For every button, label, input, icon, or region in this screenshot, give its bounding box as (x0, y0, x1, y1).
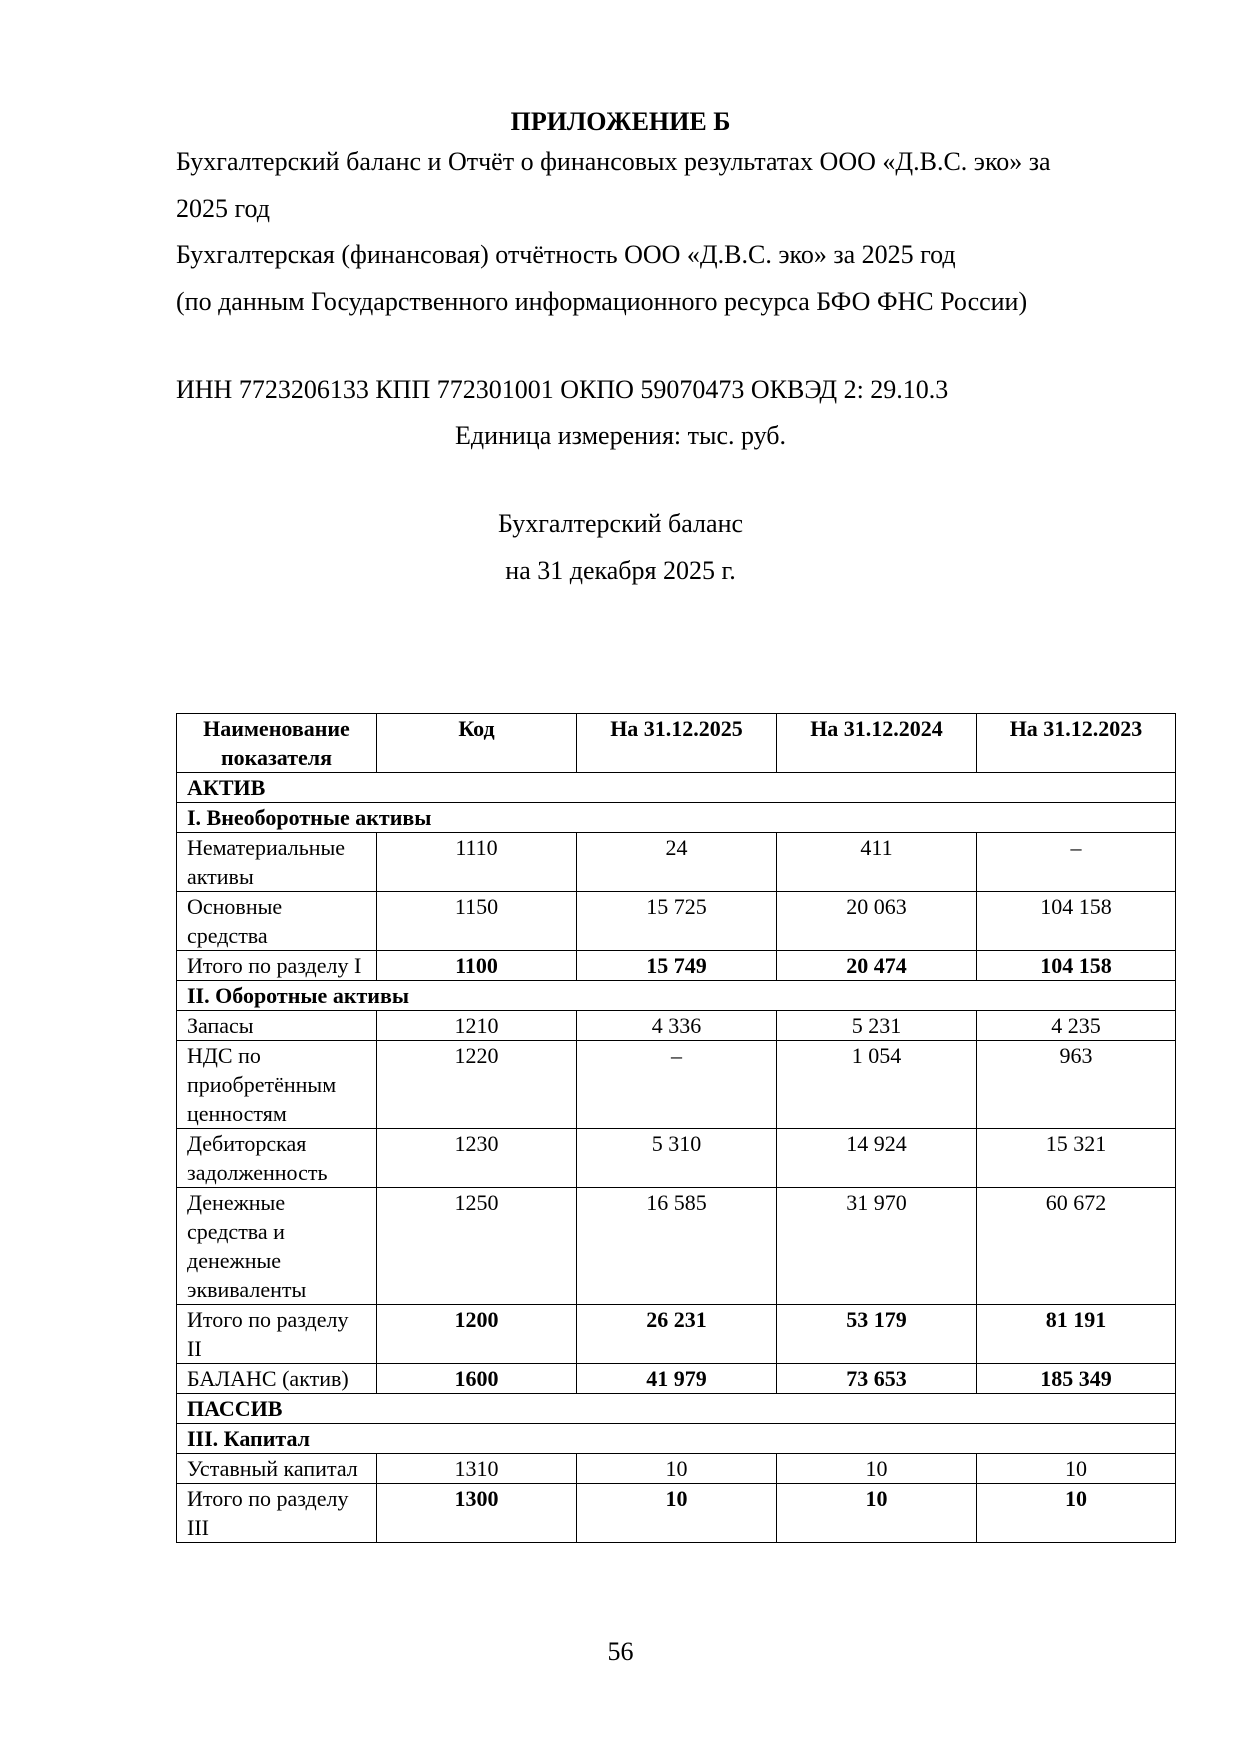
row-code: 1100 (377, 951, 577, 981)
section-label: I. Внеоборотные активы (177, 803, 1176, 833)
row-value-2025: 15 749 (577, 951, 777, 981)
row-value-2025: – (577, 1041, 777, 1129)
section-label: III. Капитал (177, 1424, 1176, 1454)
balance-title: Бухгалтерский баланс (497, 509, 744, 538)
row-value-2023: 185 349 (977, 1364, 1176, 1394)
row-code: 1230 (377, 1129, 577, 1188)
source-line: (по данным Государственного информационного ресурса БФО ФНС России) (176, 287, 1028, 316)
table-header-row (177, 714, 1176, 773)
row-value-2024: 73 653 (777, 1364, 977, 1394)
ids-line: ИНН 7723206133 КПП 772301001 ОКПО 59070473 ОКВЭД 2: 29.10.3 (176, 375, 949, 404)
row-value-2023: 104 158 (977, 892, 1176, 951)
row-code: 1600 (377, 1364, 577, 1394)
row-value-2024: 53 179 (777, 1305, 977, 1364)
table-section-row (177, 803, 1176, 833)
row-code: 1150 (377, 892, 577, 951)
table-section-row (177, 773, 1176, 803)
row-value-2023: 10 (977, 1484, 1176, 1543)
unit-line: Единица измерения: тыс. руб. (454, 421, 787, 450)
row-value-2024: 20 063 (777, 892, 977, 951)
row-value-2023: 10 (977, 1454, 1176, 1484)
section-label: АКТИВ (177, 773, 1176, 803)
table-total-row (177, 1364, 1176, 1394)
appendix-title: ПРИЛОЖЕНИЕ Б (510, 107, 731, 136)
table-row (177, 1041, 1176, 1129)
row-value-2024: 31 970 (777, 1188, 977, 1305)
row-name: НДС по приобретённым ценностям (177, 1041, 377, 1129)
row-code: 1210 (377, 1011, 577, 1041)
row-code: 1110 (377, 833, 577, 892)
table-row (177, 833, 1176, 892)
row-name: БАЛАНС (актив) (177, 1364, 377, 1394)
row-value-2025: 10 (577, 1454, 777, 1484)
header-name: Наименование показателя (177, 714, 377, 773)
row-name: Нематериальные активы (177, 833, 377, 892)
table-section-row (177, 981, 1176, 1011)
table-body (177, 773, 1176, 1543)
row-code: 1300 (377, 1484, 577, 1543)
row-value-2024: 14 924 (777, 1129, 977, 1188)
row-value-2024: 5 231 (777, 1011, 977, 1041)
header-2025: На 31.12.2025 (577, 714, 777, 773)
table-total-row (177, 1484, 1176, 1543)
table-row (177, 892, 1176, 951)
row-value-2025: 24 (577, 833, 777, 892)
row-value-2025: 4 336 (577, 1011, 777, 1041)
row-name: Итого по разделу III (177, 1484, 377, 1543)
row-value-2025: 5 310 (577, 1129, 777, 1188)
row-value-2025: 15 725 (577, 892, 777, 951)
row-value-2024: 10 (777, 1484, 977, 1543)
row-name: Итого по разделу I (177, 951, 377, 981)
row-value-2025: 41 979 (577, 1364, 777, 1394)
balance-date: на 31 декабря 2025 г. (505, 556, 736, 585)
header-2024: На 31.12.2024 (777, 714, 977, 773)
subtitle-line-2: 2025 год (176, 194, 270, 223)
row-value-2024: 1 054 (777, 1041, 977, 1129)
balance-table (176, 713, 1176, 1543)
subtitle-line-1: Бухгалтерский баланс и Отчёт о финансовых результатах ООО «Д.В.С. эко» за (176, 147, 1051, 176)
row-value-2023: 963 (977, 1041, 1176, 1129)
row-value-2023: 60 672 (977, 1188, 1176, 1305)
row-code: 1220 (377, 1041, 577, 1129)
row-value-2023: 81 191 (977, 1305, 1176, 1364)
report-line: Бухгалтерская (финансовая) отчётность ООО «Д.В.С. эко» за 2025 год (176, 240, 956, 269)
row-code: 1200 (377, 1305, 577, 1364)
row-value-2023: 104 158 (977, 951, 1176, 981)
table-total-row (177, 951, 1176, 981)
row-value-2025: 10 (577, 1484, 777, 1543)
row-value-2024: 20 474 (777, 951, 977, 981)
page-number: 56 (607, 1637, 634, 1666)
row-code: 1250 (377, 1188, 577, 1305)
row-value-2025: 26 231 (577, 1305, 777, 1364)
header-2023: На 31.12.2023 (977, 714, 1176, 773)
table-total-row (177, 1305, 1176, 1364)
row-name: Итого по разделу II (177, 1305, 377, 1364)
table-row (177, 1454, 1176, 1484)
table-section-row (177, 1424, 1176, 1454)
row-code: 1310 (377, 1454, 577, 1484)
table-row (177, 1011, 1176, 1041)
section-label: II. Оборотные активы (177, 981, 1176, 1011)
table-section-row (177, 1394, 1176, 1424)
row-name: Основные средства (177, 892, 377, 951)
row-value-2024: 411 (777, 833, 977, 892)
row-value-2023: 4 235 (977, 1011, 1176, 1041)
row-value-2025: 16 585 (577, 1188, 777, 1305)
row-name: Денежные средства и денежные эквиваленты (177, 1188, 377, 1305)
row-value-2023: 15 321 (977, 1129, 1176, 1188)
header-code: Код (377, 714, 577, 773)
row-value-2024: 10 (777, 1454, 977, 1484)
table-row (177, 1129, 1176, 1188)
section-label: ПАССИВ (177, 1394, 1176, 1424)
table-row (177, 1188, 1176, 1305)
row-value-2023: – (977, 833, 1176, 892)
row-name: Запасы (177, 1011, 377, 1041)
row-name: Дебиторская задолженность (177, 1129, 377, 1188)
row-name: Уставный капитал (177, 1454, 377, 1484)
